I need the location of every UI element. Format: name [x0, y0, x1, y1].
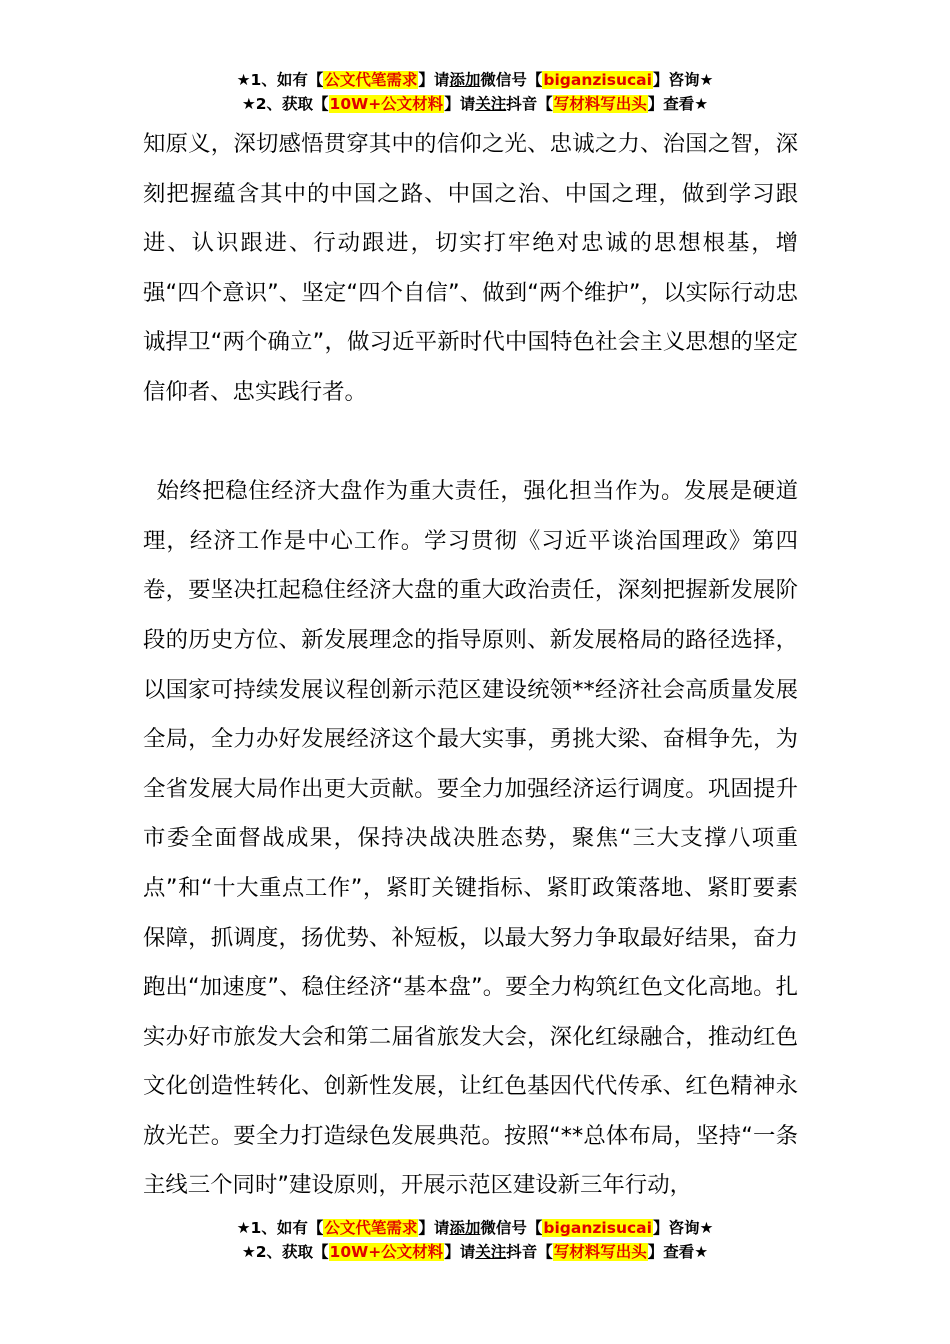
promo-text: 微信号【	[480, 1219, 543, 1237]
promo-text: 】请	[444, 95, 476, 113]
promo-highlight: 写材料写出头	[553, 95, 647, 113]
promo-text: ★2、获取【	[241, 95, 329, 113]
promo-highlight: biganzisucai	[543, 71, 652, 89]
promo-text: ★2、获取【	[241, 1243, 329, 1261]
promo-text: 】请	[418, 71, 450, 89]
promo-highlight: biganzisucai	[543, 1219, 652, 1237]
promo-text: 】请	[444, 1243, 476, 1261]
promo-text: 】请	[418, 1219, 450, 1237]
body-paragraph: 知原义，深切感悟贯穿其中的信仰之光、忠诚之力、治国之智，深刻把握蕴含其中的中国之路、中国之治、中国之理，做到学习跟进、认识跟进、行动跟进，切实打牢绝对忠诚的思想根基，增强“四个意识”、坚定“四个自信”、做到“两个维护”，以实际行动忠诚捍卫“两个确立”，做习近平新时代中国特色社会主义思想的坚定信仰者、忠实践行者。	[143, 131, 798, 405]
promo-line-1	[0, 1216, 950, 1240]
promo-highlight: 10W+公文材料	[329, 1243, 444, 1261]
promo-text: ★1、如有【	[236, 1219, 324, 1237]
promo-text: 】查看★	[647, 1243, 709, 1261]
promo-text: ★1、如有【	[236, 71, 324, 89]
header-promo-banner	[0, 68, 950, 116]
document-body	[143, 120, 798, 1211]
promo-text: 】咨询★	[652, 71, 714, 89]
paragraph-spacer	[143, 418, 798, 468]
promo-highlight: 公文代笔需求	[324, 1219, 418, 1237]
footer-promo-banner	[0, 1216, 950, 1264]
promo-text: 抖音【	[506, 95, 553, 113]
body-paragraph: 始终把稳住经济大盘作为重大责任，强化担当作为。发展是硬道理，经济工作是中心工作。学习贯彻《习近平谈治国理政》第四卷，要坚决扛起稳住经济大盘的重大政治责任，深刻把握新发展阶段的历史方位、新发展理念的指导原则、新发展格局的路径选择，以国家可持续发展议程创新示范区建设统领**经济社会高质量发展全局，全力办好发展经济这个最大实事，勇挑大梁、奋楫争先，为全省发展大局作出更大贡献。要全力加强经济运行调度。巩固提升市委全面督战成果，保持决战决胜态势，聚焦“三大支撑八项重点”和“十大重点工作”，紧盯关键指标、紧盯政策落地、紧盯要素保障，抓调度，扬优势、补短板，以最大努力争取最好结果，奋力跑出“加速度”、稳住经济“基本盘”。要全力构筑红色文化高地。扎实办好市旅发大会和第二届省旅发大会，深化红绿融合，推动红色文化创造性转化、创新性发展，让红色基因代代传承、红色精神永放光芒。要全力打造绿色发展典范。按照“**总体布局，坚持“一条主线三个同时”建设原则，开展示范区建设新三年行动，	[143, 478, 798, 1199]
promo-underlined: 关注	[475, 95, 507, 113]
promo-line-2	[0, 92, 950, 116]
promo-text: 微信号【	[480, 71, 543, 89]
promo-line-1	[0, 68, 950, 92]
promo-highlight: 写材料写出头	[553, 1243, 647, 1261]
promo-text: 抖音【	[506, 1243, 553, 1261]
promo-line-2	[0, 1240, 950, 1264]
promo-highlight: 公文代笔需求	[324, 71, 418, 89]
promo-underlined: 关注	[475, 1243, 507, 1261]
promo-text: 】查看★	[647, 95, 709, 113]
promo-text: 】咨询★	[652, 1219, 714, 1237]
promo-underlined: 添加	[449, 1219, 481, 1237]
promo-underlined: 添加	[449, 71, 481, 89]
promo-highlight: 10W+公文材料	[329, 95, 444, 113]
